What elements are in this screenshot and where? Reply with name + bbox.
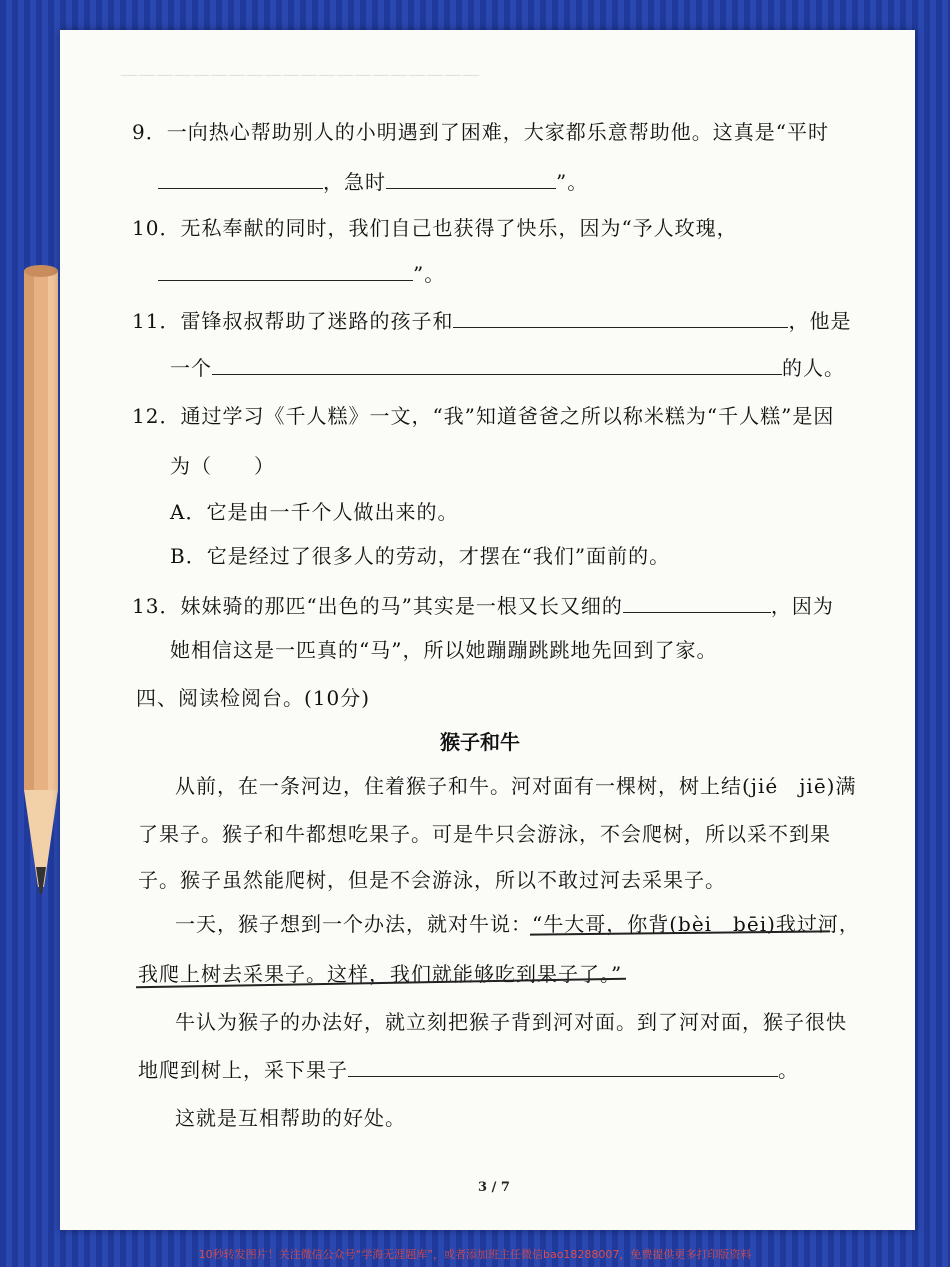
question-11-line-2: 一个 的人。 — [170, 356, 845, 380]
pencil-image — [22, 262, 60, 902]
question-12: 12．通过学习《千人糕》一文，“我”知道爸爸之所以称米糕为“千人糕”是因 — [132, 404, 835, 428]
question-9-text: 9．一向热心帮助别人的小明遇到了困难，大家都乐意帮助他。这真是“平时 — [132, 120, 829, 144]
worksheet-page — [60, 30, 915, 1230]
story-paragraph-1-line-2: 了果子。猴子和牛都想吃果子。可是牛只会游泳，不会爬树，所以采不到果 — [138, 822, 831, 846]
story-paragraph-4: 这就是互相帮助的好处。 — [175, 1106, 406, 1130]
question-9 — [132, 116, 829, 145]
answer-blank[interactable] — [453, 309, 788, 328]
answer-blank[interactable] — [212, 356, 782, 375]
answer-blank[interactable] — [623, 594, 771, 613]
question-10-line-2: ”。 — [158, 258, 445, 287]
question-13-line-2: 她相信这是一匹真的“马”，所以她蹦蹦跳跳地先回到了家。 — [170, 638, 718, 662]
question-10-text: 10．无私奉献的同时，我们自己也获得了快乐，因为“予人玫瑰， — [132, 216, 738, 240]
story-paragraph-1-line-3: 子。猴子虽然能爬树，但是不会游泳，所以不敢过河去采果子。 — [138, 868, 726, 892]
answer-blank[interactable] — [348, 1058, 778, 1077]
bleed-through-text: ———————————————————— — [120, 64, 480, 85]
story-paragraph-1: 从前，在一条河边，住着猴子和牛。河对面有一棵树，树上结(jié jiē)满 — [175, 774, 857, 798]
question-12-line-2: 为（ ） — [170, 454, 275, 478]
question-10 — [132, 212, 738, 241]
answer-blank[interactable] — [386, 170, 556, 189]
story-paragraph-3-line-2: 地爬到树上，采下果子 。 — [138, 1058, 799, 1082]
story-title: 猴子和牛 — [440, 730, 520, 754]
question-11: 11．雷锋叔叔帮助了迷路的孩子和 ，他是 — [132, 309, 852, 333]
answer-blank[interactable] — [158, 262, 413, 281]
option-a[interactable]: A．它是由一千个人做出来的。 — [170, 500, 459, 524]
question-13: 13．妹妹骑的那匹“出色的马”其实是一根又长又细的 ，因为 — [132, 594, 834, 618]
question-9-line-2: ，急时 ”。 — [158, 166, 588, 195]
watermark-footer: 10秒转发图片！关注微信公众号“学海无涯题库”，或者添加班主任微信bao18288007，免费提供更多打印版资料 — [198, 1248, 752, 1261]
page-number: 3 / 7 — [478, 1180, 510, 1195]
story-paragraph-3: 牛认为猴子的办法好，就立刻把猴子背到河对面。到了河对面，猴子很快 — [175, 1010, 847, 1034]
story-paragraph-2-line-2: 我爬上树去采果子。这样，我们就能够吃到果子了。” — [138, 962, 623, 986]
section-heading: 四、阅读检阅台。(10分) — [136, 686, 371, 710]
story-paragraph-2: 一天，猴子想到一个办法，就对牛说：“牛大哥，你背(bèi bēi)我过河， — [175, 912, 860, 936]
answer-blank[interactable] — [158, 170, 323, 189]
option-b[interactable]: B．它是经过了很多人的劳动，才摆在“我们”面前的。 — [170, 544, 671, 568]
